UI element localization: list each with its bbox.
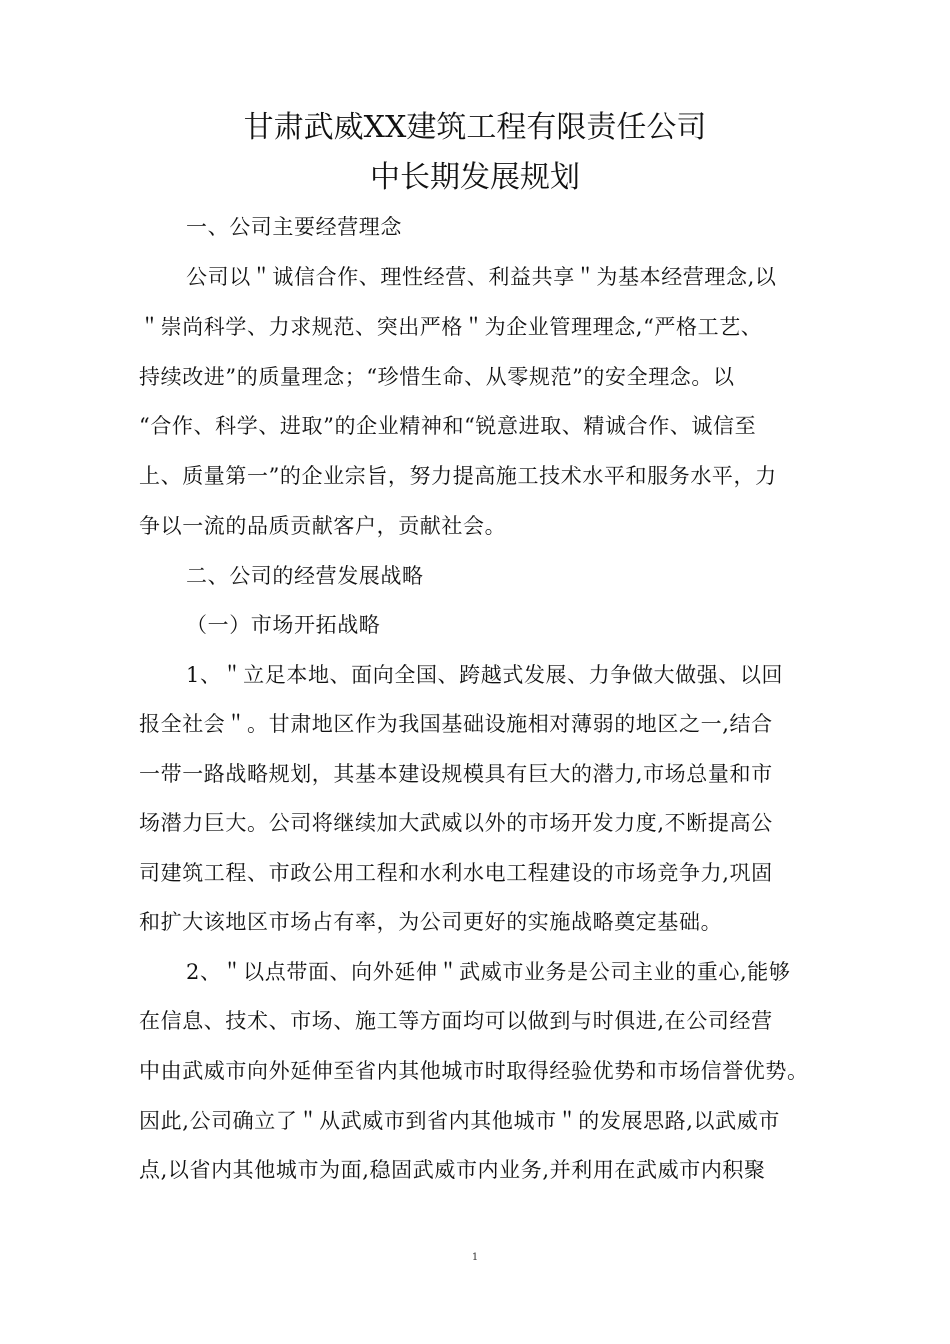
text-line: 一带一路战略规划，其基本建设规模具有巨大的潜力,市场总量和市 — [139, 762, 773, 786]
subsection-heading: （一）市场开拓战略 — [186, 613, 381, 637]
text-line: 中由武威市向外延伸至省内其他城市时取得经验优势和市场信誉优势。 — [139, 1059, 809, 1083]
text-line: 2、＂以点带面、向外延伸＂武威市业务是公司主业的重心,能够 — [186, 960, 791, 984]
text-line: 因此,公司确立了＂从武威市到省内其他城市＂的发展思路,以武威市 — [139, 1109, 780, 1133]
text-line: 司建筑工程、市政公用工程和水利水电工程建设的市场竞争力,巩固 — [139, 861, 773, 885]
text-line: “合作、科学、进取”的企业精神和“锐意进取、精诚合作、诚信至 — [139, 414, 757, 438]
text-line: 在信息、技术、市场、施工等方面均可以做到与时俱进,在公司经营 — [139, 1009, 773, 1033]
section-heading: 二、公司的经营发展战略 — [186, 564, 424, 588]
text-line: 公司以＂诚信合作、理性经营、利益共享＂为基本经营理念,以 — [186, 265, 777, 289]
text-line: 点,以省内其他城市为面,稳固武威市内业务,并利用在武威市内积聚 — [139, 1158, 766, 1182]
section-heading: 一、公司主要经营理念 — [186, 215, 402, 239]
text-line: 争以一流的品质贡献客户，贡献社会。 — [139, 514, 507, 538]
document-title: 甘肃武威XX建筑工程有限责任公司 — [243, 110, 707, 145]
document-subtitle: 中长期发展规划 — [370, 160, 580, 195]
page-number: 1 — [471, 1252, 479, 1263]
text-line: 1、＂立足本地、面向全国、跨越式发展、力争做大做强、以回 — [186, 663, 784, 687]
text-line: ＂崇尚科学、力求规范、突出严格＂为企业管理理念,“严格工艺、 — [139, 315, 763, 339]
text-line: 和扩大该地区市场占有率，为公司更好的实施战略奠定基础。 — [139, 910, 723, 934]
text-line: 报全社会＂。甘肃地区作为我国基础设施相对薄弱的地区之一,结合 — [139, 712, 773, 736]
text-line: 场潜力巨大。公司将继续加大武威以外的市场开发力度,不断提高公 — [139, 811, 773, 835]
text-line: 持续改进”的质量理念；“珍惜生命、从零规范”的安全理念。以 — [139, 365, 735, 389]
text-line: 上、质量第一”的企业宗旨，努力提高施工技术水平和服务水平，力 — [139, 464, 777, 488]
